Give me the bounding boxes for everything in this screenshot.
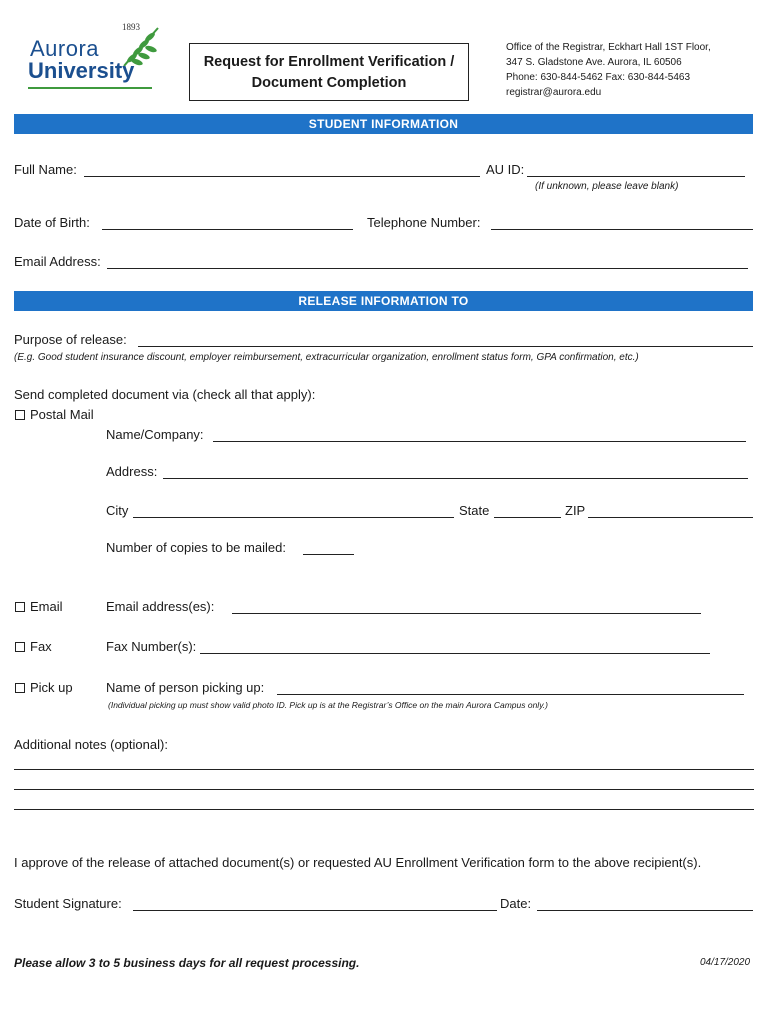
notes-line-1[interactable] [14,769,754,770]
date-field[interactable] [537,910,753,911]
full-name-field[interactable] [84,176,480,177]
send-via-label: Send completed document via (check all that apply): [14,387,316,402]
contact-office: Office of the Registrar, Eckhart Hall 1ST Floor, [506,42,711,53]
registrar-contact [506,40,711,100]
contact-phone-fax: Phone: 630-844-5462 Fax: 630-844-5463 [506,72,691,83]
additional-notes-label: Additional notes (optional): [14,737,168,752]
fax-number-field[interactable] [200,653,710,654]
email-address-label: Email Address: [14,254,101,269]
pickup-option-label: Pick up [30,680,73,695]
zip-label: ZIP [565,503,586,518]
name-company-label: Name/Company: [106,427,204,442]
logo-name-top: Aurora [30,36,100,61]
email-checkbox[interactable] [15,602,25,612]
state-field[interactable] [494,517,561,518]
student-info-header: STUDENT INFORMATION [14,114,753,134]
city-label: City [106,503,129,518]
pickup-option[interactable] [15,680,73,695]
mail-address-field[interactable] [163,478,748,479]
postal-mail-checkbox[interactable] [15,410,25,420]
signature-label: Student Signature: [14,896,122,911]
pickup-checkbox[interactable] [15,683,25,693]
au-id-field[interactable] [527,176,745,177]
fax-option-label: Fax [30,639,52,654]
purpose-label: Purpose of release: [14,332,127,347]
au-id-label: AU ID: [486,162,525,177]
dob-label: Date of Birth: [14,215,90,230]
logo-year: 1893 [122,22,140,32]
fax-checkbox[interactable] [15,642,25,652]
fax-option[interactable] [15,639,52,654]
form-title-line2: Document Completion [251,75,407,91]
processing-note: Please allow 3 to 5 business days for all request processing. [14,956,360,970]
pickup-note: (Individual picking up must show valid photo ID. Pick up is at the Registrar’s Office on the main Aurora Campus only.) [108,700,548,710]
purpose-field[interactable] [138,346,753,347]
approval-statement: I approve of the release of attached document(s) or requested AU Enrollment Verification form to the above recipient(s). [14,855,702,870]
contact-email: registrar@aurora.edu [506,87,602,98]
contact-address: 347 S. Gladstone Ave. Aurora, IL 60506 [506,57,682,68]
postal-mail-label: Postal Mail [30,407,94,422]
copies-field[interactable] [303,554,354,555]
signature-field[interactable] [133,910,497,911]
email-option-label: Email [30,599,63,614]
notes-line-3[interactable] [14,809,754,810]
logo-name-bottom: University [28,58,135,83]
telephone-label: Telephone Number: [367,215,481,230]
pickup-name-field[interactable] [277,694,744,695]
aurora-university-logo [28,20,164,92]
email-option[interactable] [15,599,63,614]
au-id-note: (If unknown, please leave blank) [535,181,679,192]
date-label: Date: [500,896,532,911]
release-info-header: RELEASE INFORMATION TO [14,291,753,311]
pickup-name-label: Name of person picking up: [106,680,265,695]
mail-address-label: Address: [106,464,158,479]
city-field[interactable] [133,517,454,518]
form-title [189,43,469,101]
zip-field[interactable] [588,517,753,518]
full-name-label: Full Name: [14,162,77,177]
postal-mail-option[interactable] [15,407,94,422]
notes-line-2[interactable] [14,789,754,790]
name-company-field[interactable] [213,441,746,442]
email-address-field[interactable] [107,268,748,269]
email-addresses-field[interactable] [232,613,701,614]
purpose-note: (E.g. Good student insurance discount, employer reimbursement, extracurricular organization, enrollment status form, GPA confirmation, etc.) [14,352,639,363]
logo-rule [28,87,152,89]
state-label: State [459,503,490,518]
telephone-field[interactable] [491,229,753,230]
copies-label: Number of copies to be mailed: [106,540,286,555]
email-addresses-label: Email address(es): [106,599,215,614]
form-revision-date: 04/17/2020 [700,957,751,968]
fax-number-label: Fax Number(s): [106,639,197,654]
form-title-line1: Request for Enrollment Verification / [203,54,455,70]
dob-field[interactable] [102,229,353,230]
